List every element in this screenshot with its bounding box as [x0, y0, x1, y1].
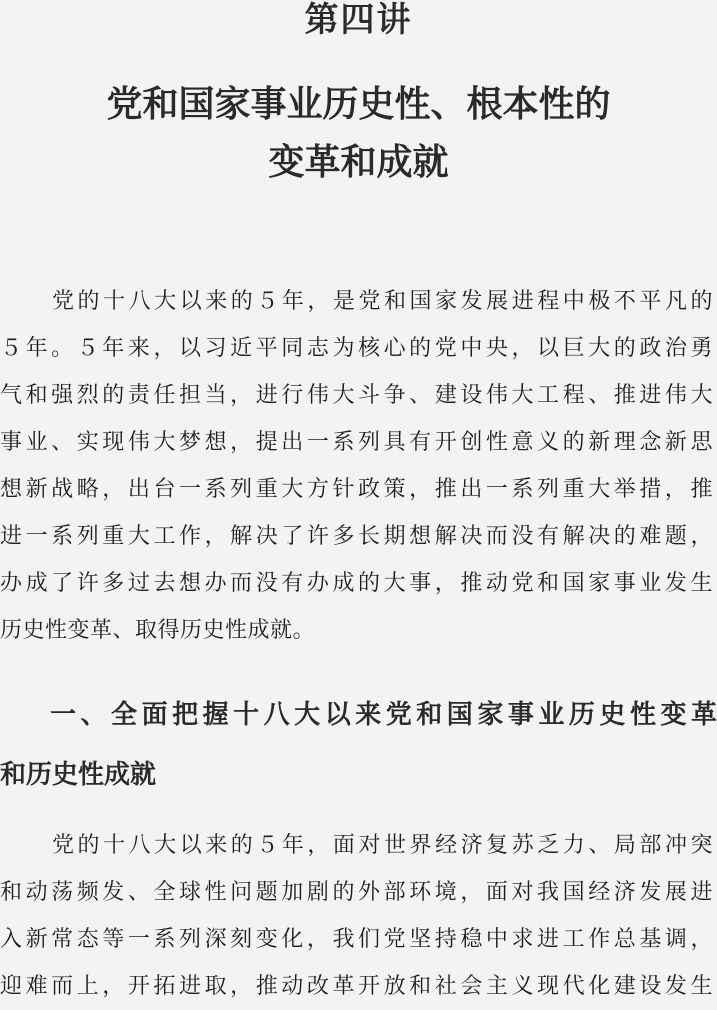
paragraph-line: 入新常态等一系列深刻变化，我们党坚持稳中求进工作总基调， — [0, 927, 713, 952]
paragraph-line: 历史性变革、取得历史性成就。 — [0, 618, 316, 643]
paragraph-line: 党的十八大以来的５年，面对世界经济复苏乏力、局部冲突 — [52, 833, 713, 858]
body-paragraph-1 — [0, 278, 717, 654]
paragraph-line: 党的十八大以来的５年，是党和国家发展进程中极不平凡的 — [52, 289, 713, 314]
paragraph-line: 气和强烈的责任担当，进行伟大斗争、建设伟大工程、推进伟大 — [0, 383, 713, 408]
paragraph-line: 进一系列重大工作，解决了许多长期想解决而没有解决的难题， — [0, 524, 713, 549]
body-paragraph-2 — [0, 822, 717, 1010]
paragraph-line: 办成了许多过去想办而没有办成的大事，推动党和国家事业发生 — [0, 571, 713, 596]
section-heading-1 — [0, 685, 717, 805]
section-heading-line-1: 一、全面把握十八大以来党和国家事业历史性变革 — [50, 700, 717, 730]
chapter-title — [0, 76, 717, 192]
lecture-number: 第四讲 — [304, 0, 413, 40]
section-heading-line-2: 和历史性成就 — [0, 760, 157, 790]
paragraph-line: 事业、实现伟大梦想，提出一系列具有开创性意义的新理念新思 — [0, 430, 713, 455]
paragraph-line: 和动荡频发、全球性问题加剧的外部环境，面对我国经济发展进 — [0, 880, 713, 905]
paragraph-line: 迎难而上，开拓进取，推动改革开放和社会主义现代化建设发生 — [0, 974, 713, 999]
paragraph-line: 想新战略，出台一系列重大方针政策，推出一系列重大举措，推 — [0, 477, 713, 502]
chapter-title-line-2: 变革和成就 — [268, 142, 449, 183]
paragraph-line: ５年。５年来，以习近平同志为核心的党中央，以巨大的政治勇 — [0, 336, 713, 361]
chapter-title-line-1: 党和国家事业历史性、根本性的 — [106, 84, 611, 125]
